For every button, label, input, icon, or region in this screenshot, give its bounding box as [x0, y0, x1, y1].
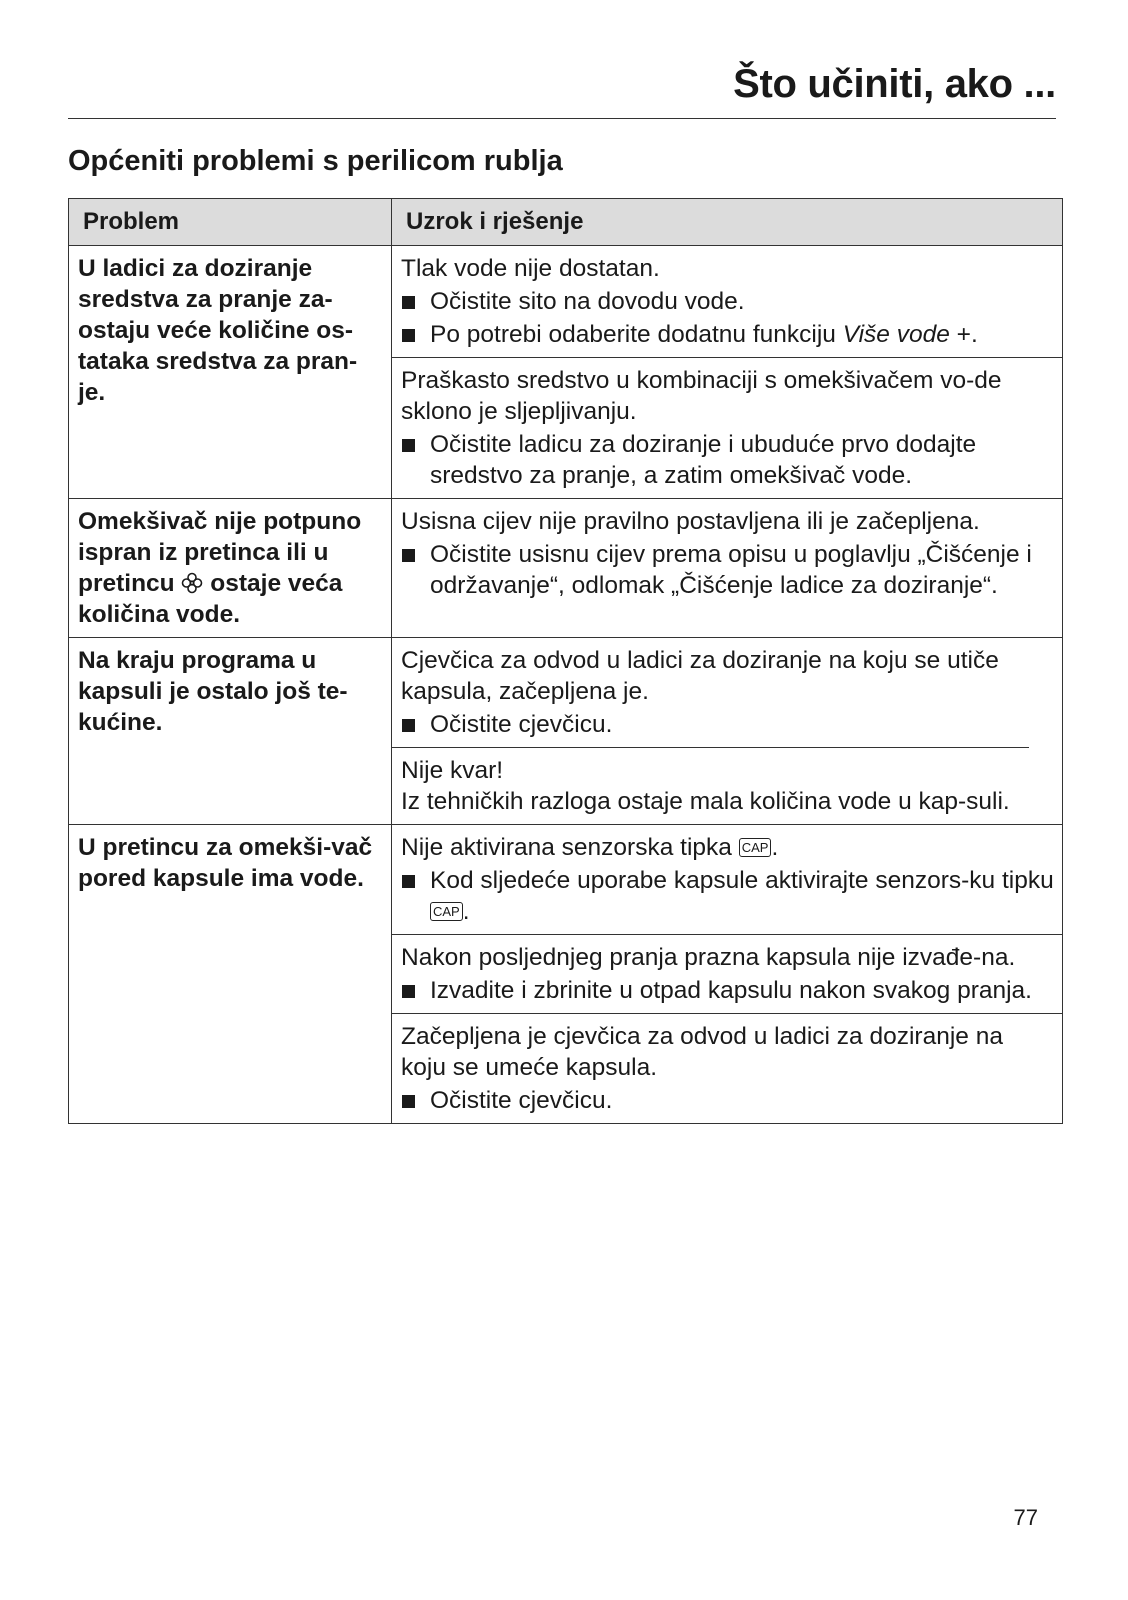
- troubleshooting-table: [68, 198, 1063, 1124]
- problem-text: Omekšivač nije potpuno ispran iz pretinca ili u pretincu: [78, 508, 362, 597]
- solution-text-suffix: .: [462, 898, 470, 925]
- bullet-square-icon: [402, 329, 415, 342]
- problem-cell: U ladici za doziranje sredstva za pranje za-ostaju veće količine os-tataka sredstva za pran-je.: [69, 246, 392, 499]
- function-name: Više vode: [842, 321, 950, 348]
- problem-cell: [69, 499, 392, 638]
- solution-item: [401, 429, 1054, 491]
- page-number: 77: [1013, 1505, 1038, 1530]
- solution-item: [401, 975, 1054, 1006]
- cause-block: [392, 358, 1062, 498]
- solution-text: Očistite cjevčicu.: [430, 1087, 613, 1114]
- cause-text: Praškasto sredstvo u kombinaciji s omekšivačem vo-de sklono je sljepljivanju.: [401, 367, 1002, 425]
- cause-block: [392, 1014, 1062, 1123]
- bullet-square-icon: [402, 296, 415, 309]
- solution-item: [401, 319, 1054, 350]
- cause-cell: [392, 499, 1063, 638]
- cause-text: Začepljena je cjevčica za odvod u ladici za doziranje na koju se umeće kapsula.: [401, 1023, 1003, 1081]
- table-header-row: [69, 199, 1063, 246]
- cause-text: Iz tehničkih razloga ostaje mala količina vode u kap-suli.: [401, 788, 1010, 815]
- solution-item: [401, 865, 1054, 927]
- fabric-softener-flower-icon: [181, 572, 203, 594]
- solution-text: Kod sljedeće uporabe kapsule aktivirajte senzors-ku tipku: [430, 867, 1054, 894]
- solution-text: Po potrebi odaberite dodatnu funkciju: [430, 321, 843, 348]
- cap-button-icon: CAP: [430, 902, 463, 921]
- solution-text: Očistite usisnu cijev prema opisu u poglavlju „Čišćenje i održavanje“, odlomak „Čišćenje ladice za doziranje“.: [430, 541, 1032, 599]
- cause-block: [392, 825, 1062, 935]
- solution-text: Očistite sito na dovodu vode.: [430, 288, 745, 315]
- problem-cell: U pretincu za omekši-vač pored kapsule ima vode.: [69, 825, 392, 1124]
- cause-block: [392, 748, 1062, 824]
- cause-text: Nakon posljednjeg pranja prazna kapsula nije izvađe-na.: [401, 944, 1016, 971]
- problem-text-suffix: ostaje veća količina vode.: [78, 570, 343, 628]
- solution-text-suffix: +.: [949, 321, 978, 348]
- problem-cell: Na kraju programa u kapsuli je ostalo još te-kućine.: [69, 638, 392, 825]
- bullet-square-icon: [402, 985, 415, 998]
- solution-text: Očistite ladicu za doziranje i ubuduće prvo dodajte sredstvo za pranje, a zatim omekšivač vode.: [430, 431, 977, 489]
- solution-item: [401, 709, 1054, 740]
- bullet-square-icon: [402, 439, 415, 452]
- cause-block: [392, 246, 1062, 358]
- cause-cell: [392, 246, 1063, 499]
- column-header-cause: Uzrok i rješenje: [392, 199, 1063, 246]
- solution-item: [401, 286, 1054, 317]
- page-title: Što učiniti, ako ...: [733, 62, 1056, 106]
- cause-text: Usisna cijev nije pravilno postavljena ili je začepljena.: [401, 508, 980, 535]
- table-row: [69, 246, 1063, 499]
- solution-item: [401, 539, 1054, 601]
- cause-text: Cjevčica za odvod u ladici za doziranje na koju se utiče kapsula, začepljena je.: [401, 647, 999, 705]
- cause-cell: [392, 638, 1063, 825]
- solution-item: [401, 1085, 1054, 1116]
- column-header-problem: Problem: [69, 199, 392, 246]
- cause-text: [401, 832, 1054, 863]
- solution-text: Očistite cjevčicu.: [430, 711, 613, 738]
- bullet-square-icon: [402, 719, 415, 732]
- cause-block: [392, 638, 1062, 747]
- cause-text-suffix: .: [771, 834, 779, 861]
- cause-cell: [392, 825, 1063, 1124]
- cap-button-icon: CAP: [739, 838, 772, 857]
- table-row: [69, 499, 1063, 638]
- bullet-square-icon: [402, 1095, 415, 1108]
- bullet-square-icon: [402, 549, 415, 562]
- table-row: [69, 638, 1063, 825]
- solution-text: Izvadite i zbrinite u otpad kapsulu nakon svakog pranja.: [430, 977, 1032, 1004]
- bullet-square-icon: [402, 875, 415, 888]
- cause-text-part: Nije aktivirana senzorska tipka: [401, 834, 739, 861]
- cause-block: [392, 935, 1062, 1014]
- title-divider: [68, 118, 1056, 119]
- cause-text: Tlak vode nije dostatan.: [401, 255, 660, 282]
- cause-text: Nije kvar!: [401, 757, 504, 784]
- table-row: [69, 825, 1063, 1124]
- section-title: Općeniti problemi s perilicom rublja: [68, 145, 563, 177]
